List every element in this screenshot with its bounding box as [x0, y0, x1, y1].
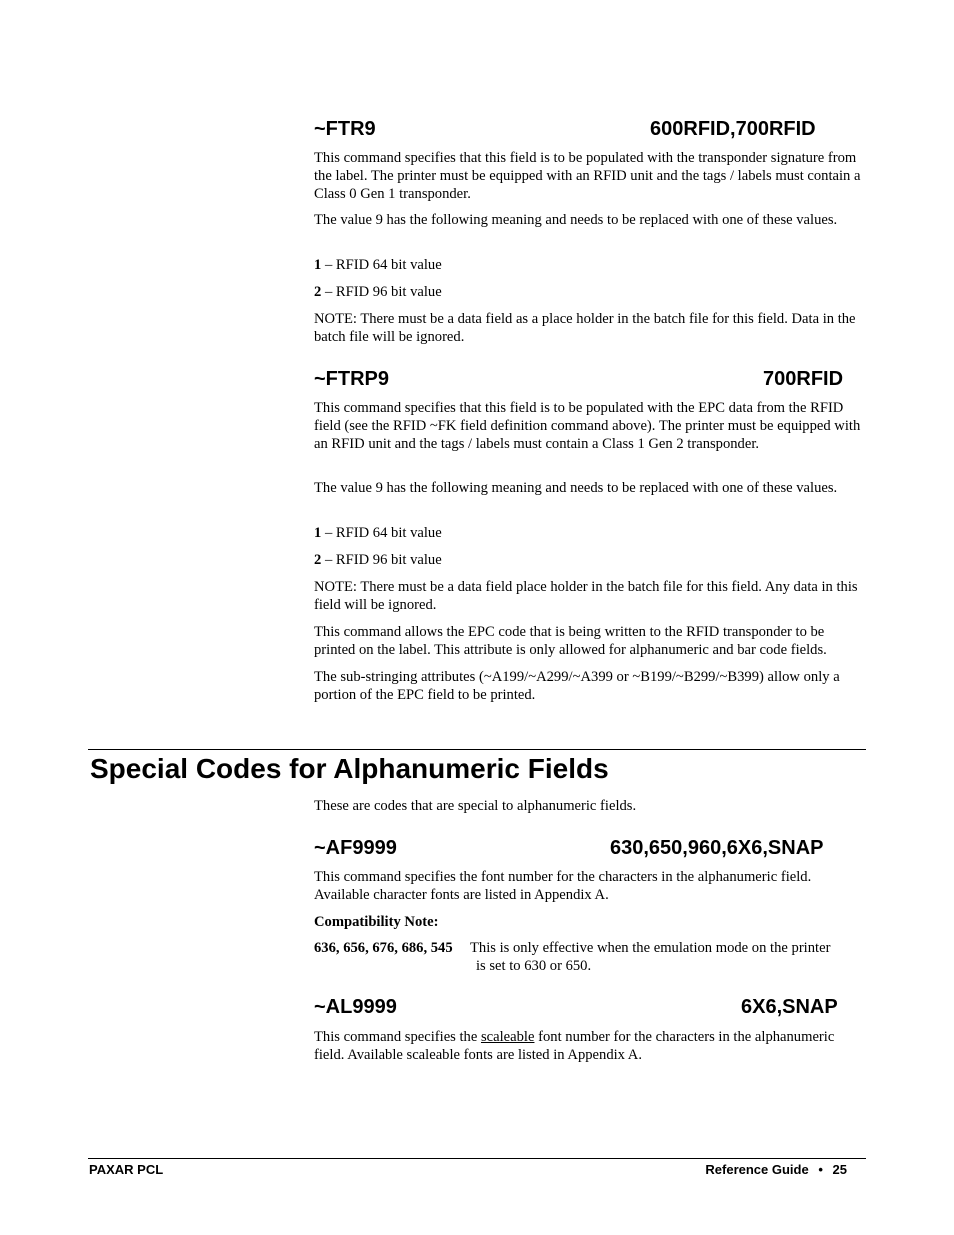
- ftrp9-substring: The sub-stringing attributes (~A199/~A299/~A399 or ~B199/~B299/~B399) allow only a portion of the EPC field to be printed.: [314, 669, 840, 703]
- ftr9-option-1: [314, 256, 866, 274]
- section-intro: These are codes that are special to alphanumeric fields.: [314, 798, 637, 814]
- footer-guide-title: Reference Guide: [705, 1162, 809, 1177]
- option-text: – RFID 96 bit value: [321, 284, 442, 300]
- command-heading-ftr9: ~FTR9: [314, 118, 376, 140]
- option-key: 2: [314, 284, 322, 300]
- option-key: 1: [314, 525, 322, 541]
- ftr9-description: This command specifies that this field is to be populated with the transponder signature from the label. The printer must be equipped with an RFID unit and the tags / labels must contain a Class 0 Gen 1 transponder.: [314, 150, 861, 202]
- command-heading-al9999: ~AL9999: [314, 996, 397, 1018]
- ftr9-value-intro: The value 9 has the following meaning and needs to be replaced with one of these values.: [314, 212, 838, 228]
- af9999-description: This command specifies the font number for the characters in the alphanumeric field. Available character fonts are listed in Appendix A.: [314, 869, 812, 903]
- model-list-al9999: 6X6,SNAP: [741, 996, 838, 1018]
- option-key: 2: [314, 552, 322, 568]
- ftrp9-epc-print: This command allows the EPC code that is being written to the RFID transponder to be printed on the label. This attribute is only allowed for alphanumeric and bar code fields.: [314, 624, 827, 658]
- compatibility-note-row: [314, 939, 866, 957]
- model-list-af9999: 630,650,960,6X6,SNAP: [610, 837, 824, 859]
- footer-page-number: 25: [832, 1162, 847, 1177]
- option-text: – RFID 64 bit value: [321, 257, 442, 273]
- compatibility-note-title: Compatibility Note:: [314, 914, 439, 930]
- model-list-ftrp9: 700RFID: [763, 368, 844, 390]
- ftrp9-note: NOTE: There must be a data field place holder in the batch file for this field. Any data in this field will be ignored.: [314, 579, 858, 613]
- ftrp9-option-2: [314, 551, 866, 569]
- compatibility-models: 636, 656, 676, 686, 545: [314, 940, 453, 956]
- ftrp9-description: This command specifies that this field is to be populated with the EPC data from the RFID field (see the RFID ~FK field definition command above). The printer must be equipped with an RFID unit and the tags / labels must contain a Class 1 Gen 2 transponder.: [314, 400, 861, 452]
- al9999-text-pre: This command specifies the: [314, 1029, 481, 1045]
- al9999-text-post: font number for the characters in the alphanumeric field. Available scaleable fonts are listed in Appendix A.: [314, 1029, 835, 1063]
- ftrp9-value-intro: The value 9 has the following meaning and needs to be replaced with one of these values.: [314, 480, 838, 496]
- ftr9-note: NOTE: There must be a data field as a place holder in the batch file for this field. Data in the batch file will be ignored.: [314, 311, 856, 345]
- option-key: 1: [314, 257, 322, 273]
- compatibility-text-line1: This is only effective when the emulation mode on the printer: [470, 940, 831, 956]
- section-title: Special Codes for Alphanumeric Fields: [90, 753, 609, 784]
- compatibility-text-line2: is set to 630 or 650.: [476, 958, 592, 974]
- al9999-description: [314, 1028, 866, 1064]
- footer-page-info: [705, 1162, 847, 1178]
- command-heading-af9999: ~AF9999: [314, 837, 397, 859]
- ftr9-option-2: [314, 283, 866, 301]
- ftrp9-option-1: [314, 524, 866, 542]
- footer-divider: [88, 1158, 866, 1159]
- command-heading-ftrp9: ~FTRP9: [314, 368, 390, 390]
- section-divider: [88, 749, 866, 750]
- footer-bullet: •: [818, 1162, 823, 1177]
- scaleable-term: scaleable: [480, 1029, 535, 1045]
- model-list-ftr9: 600RFID,700RFID: [650, 118, 816, 140]
- option-text: – RFID 64 bit value: [321, 525, 442, 541]
- option-text: – RFID 96 bit value: [321, 552, 442, 568]
- footer-product: PAXAR PCL: [89, 1162, 164, 1177]
